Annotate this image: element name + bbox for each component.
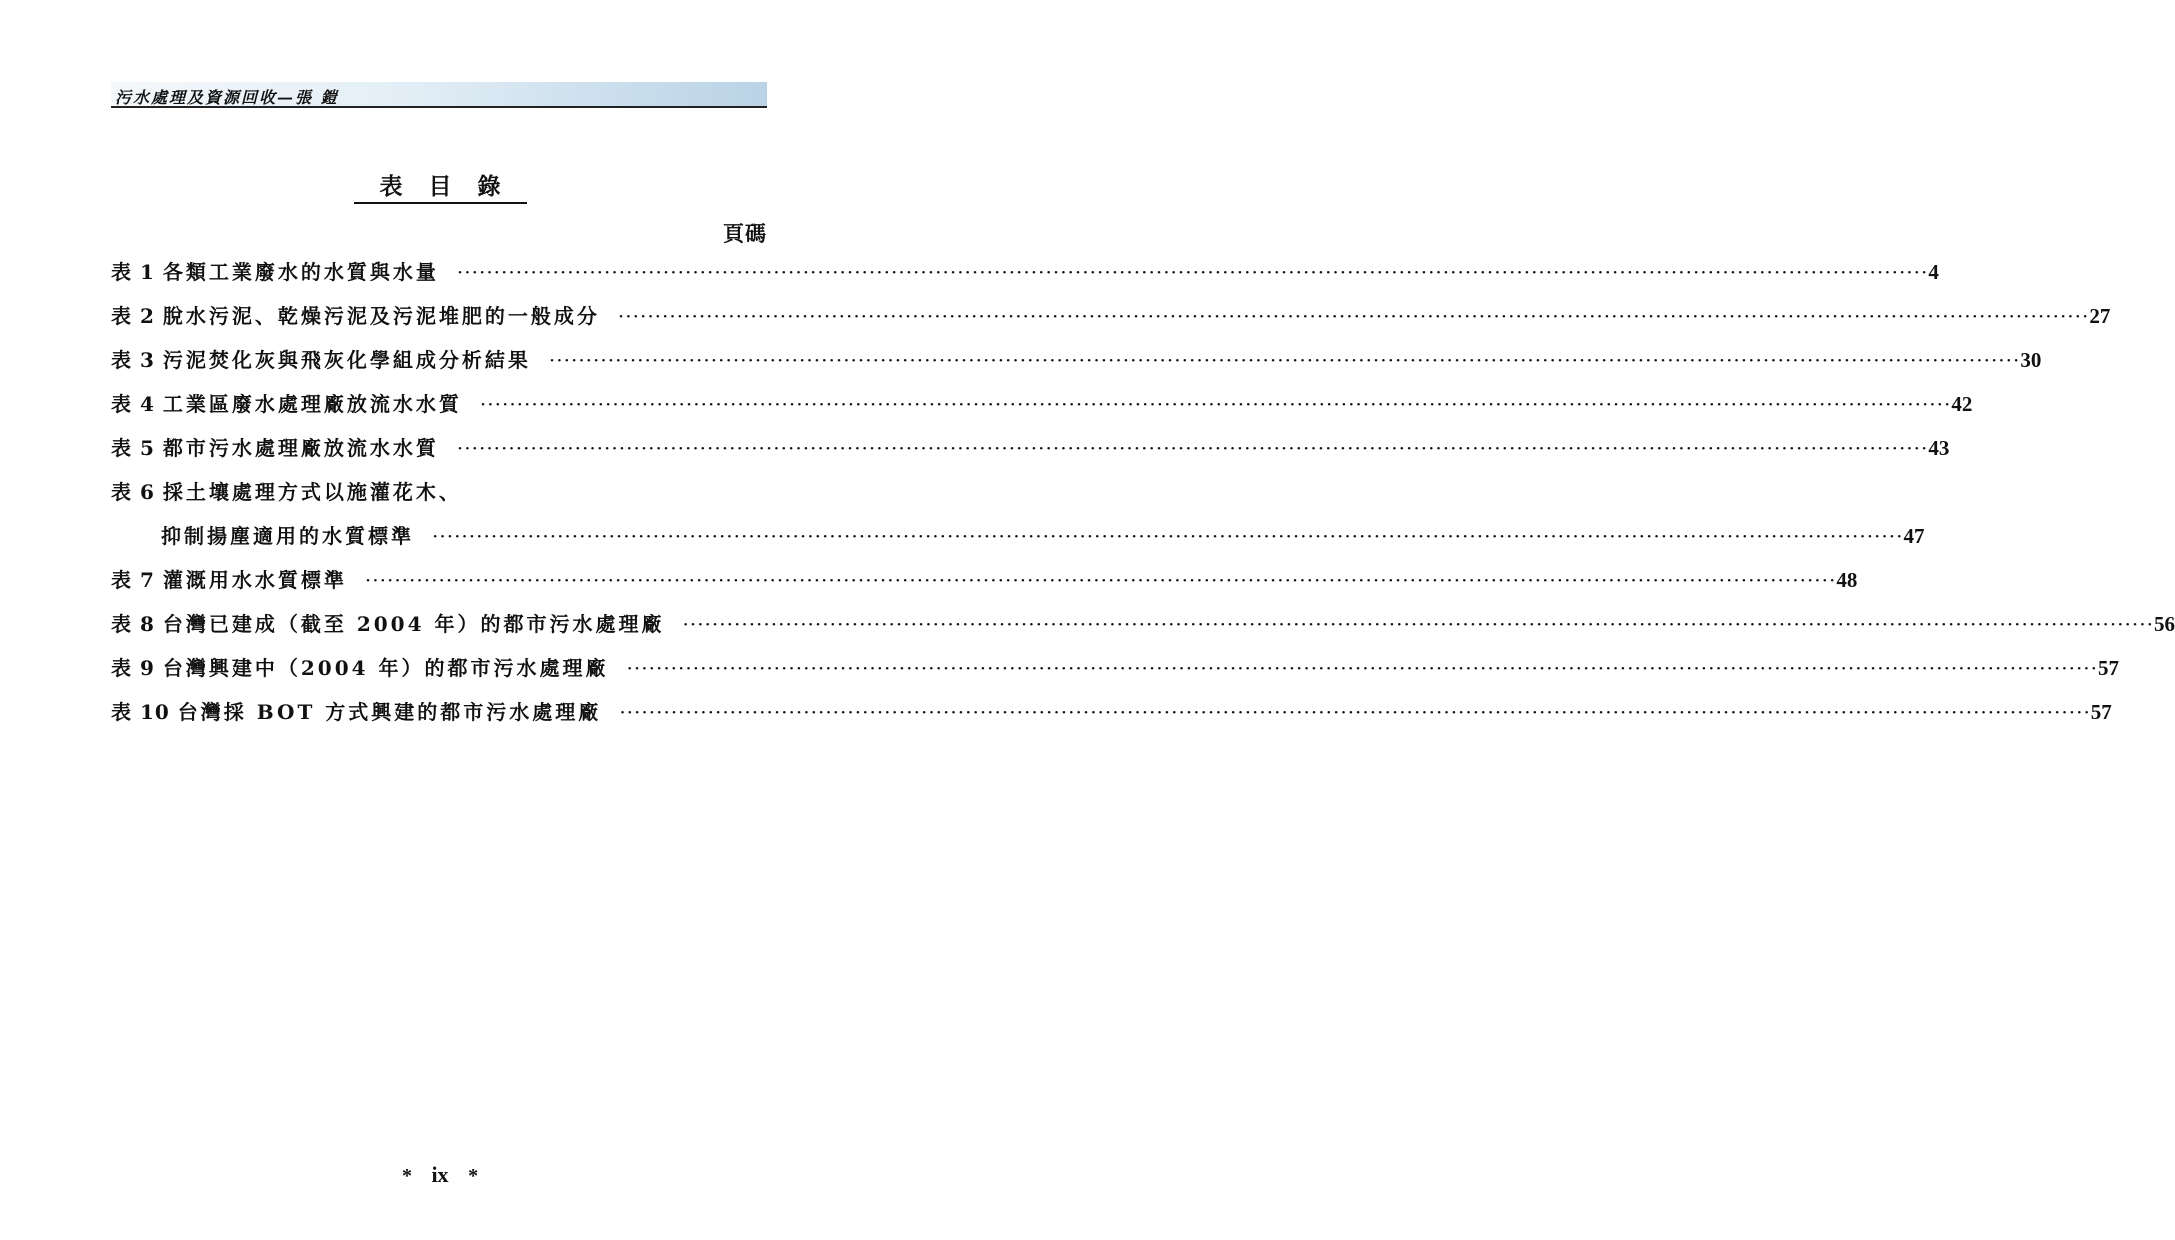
running-header [111, 82, 767, 108]
page-footer [0, 1162, 880, 1188]
entry-title: 台灣採 BOT 方式興建的都市污水處理廠 [177, 700, 602, 724]
entry-page: 4 [1928, 260, 1939, 284]
toc-entry[interactable] [111, 652, 2120, 696]
entry-page: 43 [1928, 436, 1950, 460]
dot-leader: ········································································································································································································ [617, 304, 2090, 328]
toc-entry-continuation[interactable] [111, 520, 1925, 564]
entry-title: 抑制揚塵適用的水質標準 [161, 524, 414, 548]
entry-title: 都市污水處理廠放流水水質 [162, 436, 439, 460]
entry-number: 表 2 [111, 304, 155, 328]
entry-title: 台灣已建成（截至 2004 年）的都市污水處理廠 [162, 612, 665, 636]
entry-page: 56 [2153, 612, 2175, 636]
entry-page: 30 [2020, 348, 2042, 372]
toc-entry[interactable] [111, 344, 2042, 388]
toc-entry[interactable] [111, 256, 1939, 300]
dot-leader: ········································································································································································································ [548, 348, 2021, 372]
entry-number: 表 6 [111, 480, 155, 504]
toc-entry[interactable] [111, 388, 1973, 432]
entry-page: 57 [2090, 700, 2112, 724]
entry-title: 灌溉用水水質標準 [162, 568, 347, 592]
entry-number: 表 7 [111, 568, 155, 592]
entry-number: 表 9 [111, 656, 155, 680]
entry-page: 47 [1903, 524, 1925, 548]
toc-entry[interactable] [111, 300, 2111, 344]
dot-leader: ········································································································································································································ [479, 392, 1952, 416]
entry-number: 表 4 [111, 392, 155, 416]
dot-leader: ········································································································································································································ [682, 612, 2154, 636]
entry-title: 台灣興建中（2004 年）的都市污水處理廠 [162, 656, 609, 680]
entry-title: 採土壤處理方式以施灌花木、 [162, 480, 462, 504]
entry-page: 57 [2098, 656, 2120, 680]
toc-entry[interactable] [111, 564, 1858, 608]
entry-title: 工業區廢水處理廠放流水水質 [162, 392, 462, 416]
asterisk-icon: * [468, 1165, 479, 1187]
dot-leader: ········································································································································································································ [364, 568, 1837, 592]
entry-number: 表 3 [111, 348, 155, 372]
asterisk-icon: * [401, 1165, 412, 1187]
dot-leader: ········································································································································································································ [626, 656, 2099, 680]
table-of-tables [111, 256, 2175, 740]
page-column-label: 頁碼 [723, 221, 767, 246]
toc-entry[interactable] [111, 608, 2175, 652]
dot-leader: ········································································································································································································ [432, 524, 1904, 548]
running-header-title: 污水處理及資源回收—張 鎧 [115, 88, 339, 107]
toc-heading [0, 168, 880, 201]
entry-title: 脫水污泥、乾燥污泥及污泥堆肥的一般成分 [162, 304, 600, 328]
entry-page: 48 [1836, 568, 1858, 592]
dot-leader: ········································································································································································································ [456, 260, 1929, 284]
entry-number: 表 1 [111, 260, 155, 284]
entry-number: 表 5 [111, 436, 155, 460]
dot-leader: ········································································································································································································ [619, 700, 2091, 724]
toc-entry[interactable] [111, 432, 1950, 476]
toc-entry[interactable] [111, 476, 767, 520]
entry-title: 污泥焚化灰與飛灰化學組成分析結果 [162, 348, 531, 372]
toc-heading-text: 表目錄 [354, 173, 527, 204]
toc-entry[interactable] [111, 696, 2112, 740]
entry-number: 表 10 [111, 700, 170, 724]
entry-number: 表 8 [111, 612, 155, 636]
entry-title: 各類工業廢水的水質與水量 [162, 260, 439, 284]
entry-page: 27 [2089, 304, 2111, 328]
dot-leader: ········································································································································································································ [456, 436, 1929, 460]
page-number: ix [431, 1162, 449, 1187]
entry-page: 42 [1951, 392, 1973, 416]
